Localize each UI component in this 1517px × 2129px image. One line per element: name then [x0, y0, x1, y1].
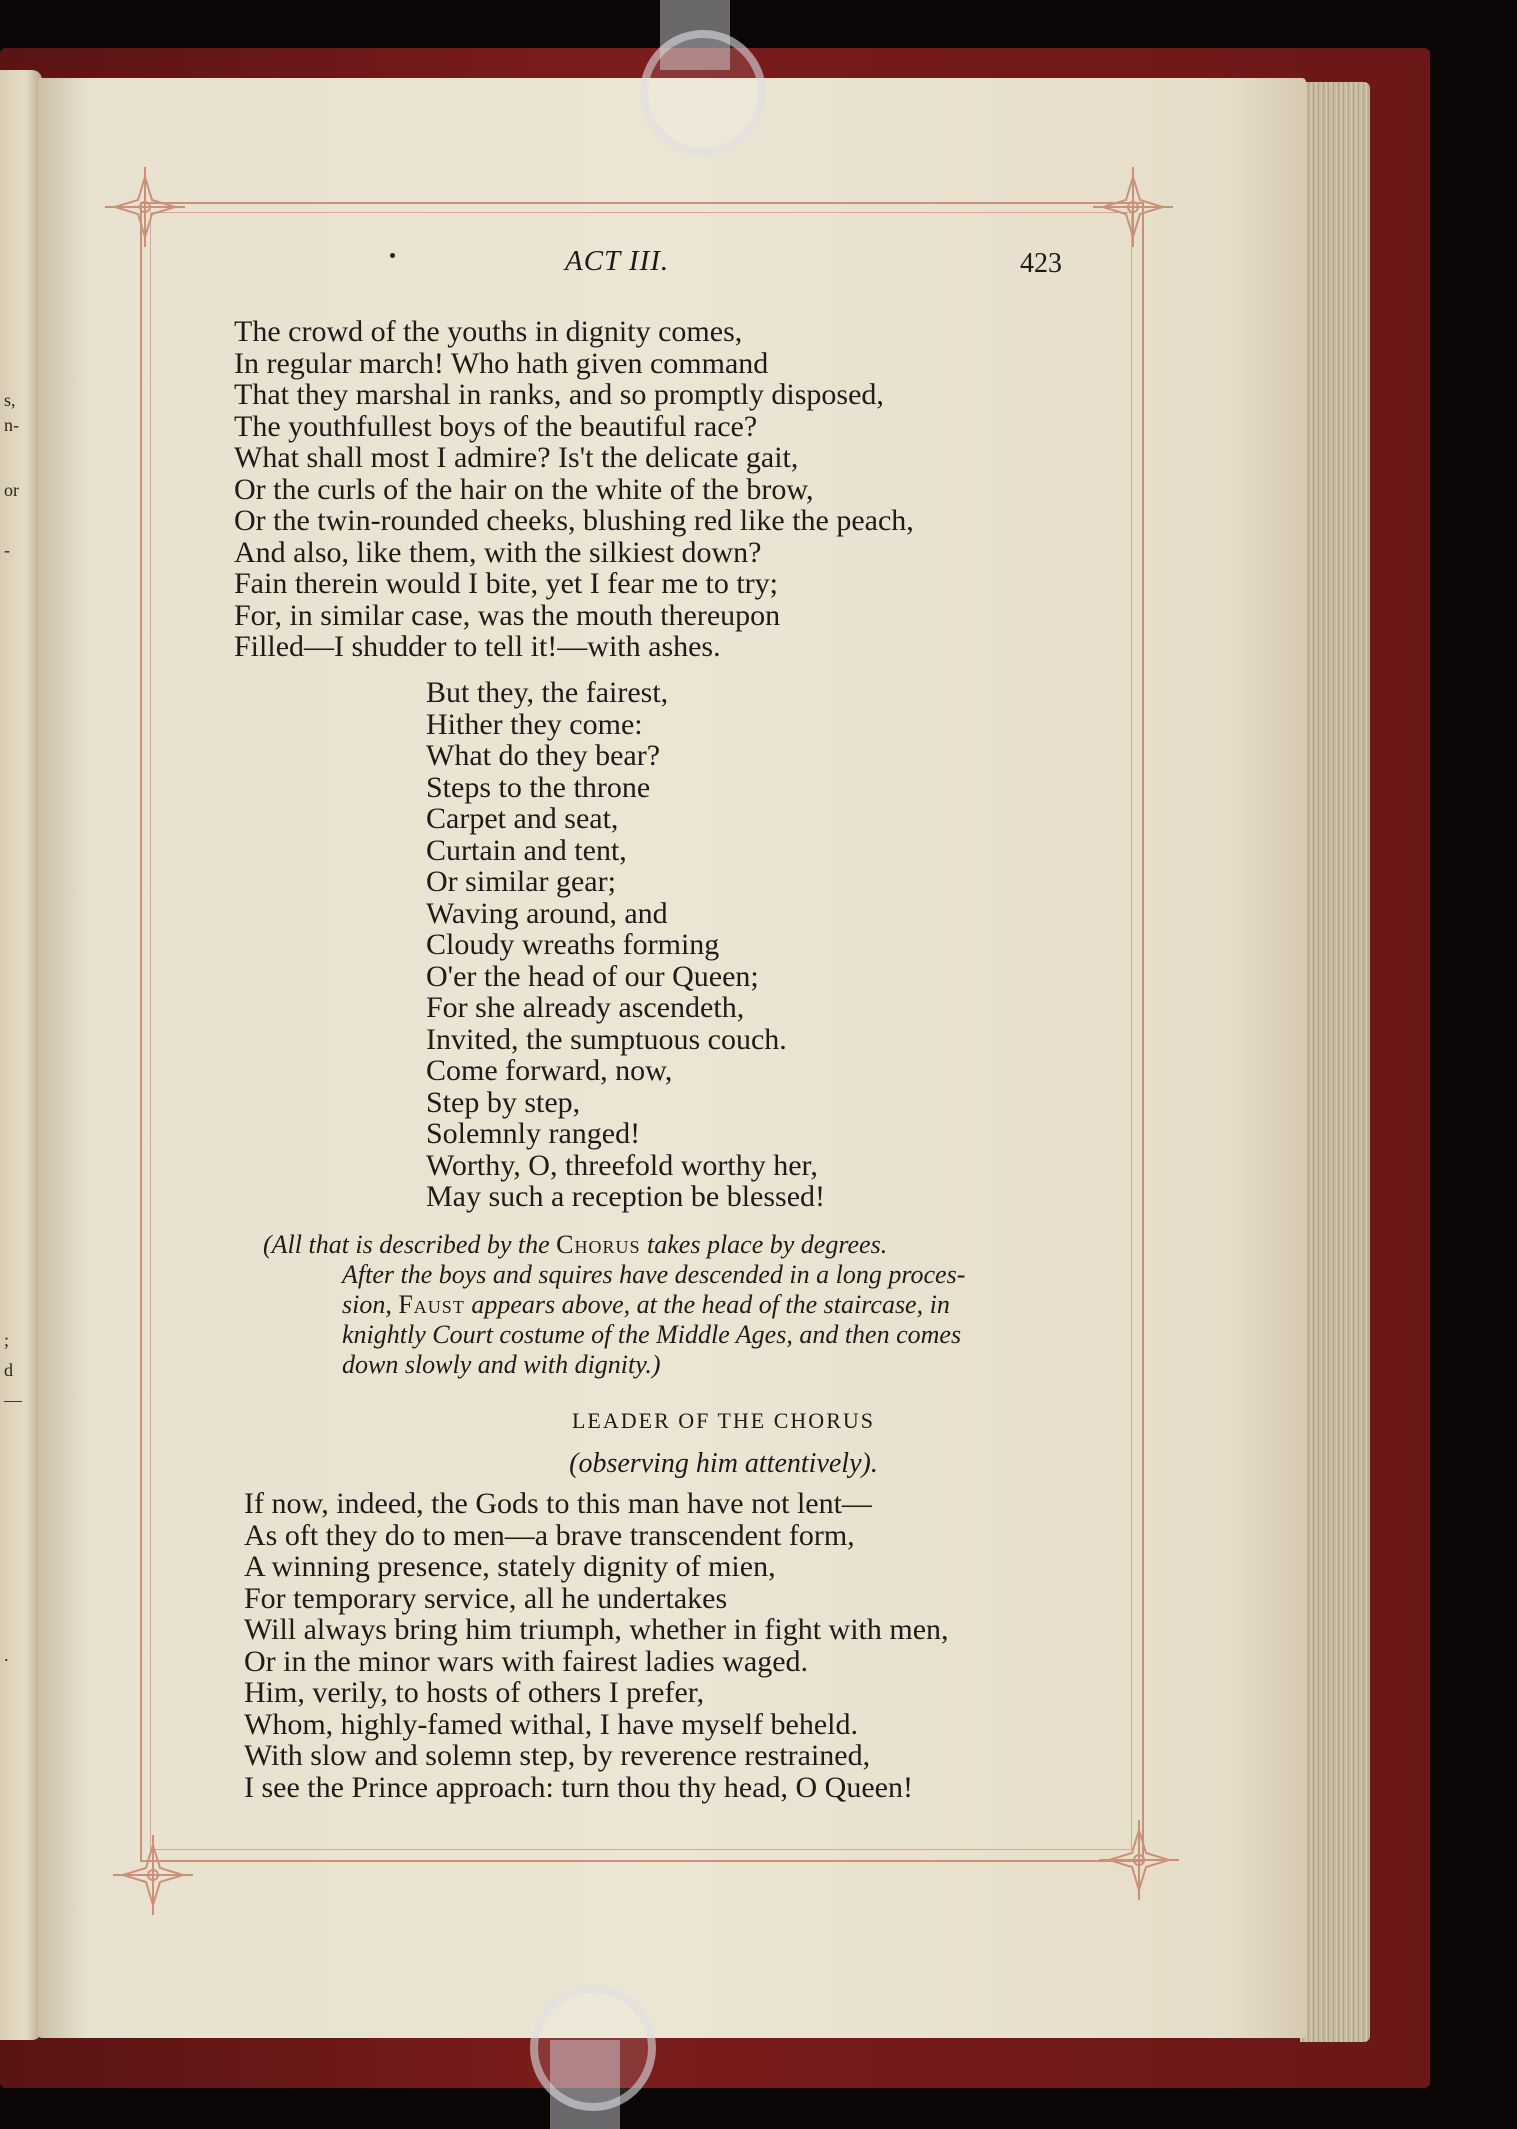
stage-text: down slowly and with dignity.): [342, 1350, 661, 1379]
edge-fragment: n-: [4, 415, 19, 435]
running-header: [0, 245, 1517, 285]
verse-line: What do they bear?: [426, 739, 661, 772]
verse-line: For temporary service, all he undertakes: [244, 1581, 728, 1615]
verse-line: Invited, the sumptuous couch.: [426, 1022, 787, 1056]
verse-line: And also, like them, with the silkiest down?: [234, 535, 762, 569]
stanza-1: [234, 316, 914, 663]
stage-text: sion,: [342, 1290, 392, 1319]
verse-line: As oft they do to men—a brave transcendent form,: [244, 1518, 855, 1552]
verse-line: Or the twin-rounded cheeks, blushing red like the peach,: [234, 504, 914, 537]
verse-line: O'er the head of our Queen;: [426, 959, 759, 993]
verse-line: Or similar gear;: [426, 865, 616, 898]
verse-line: For, in similar case, was the mouth thereupon: [234, 598, 781, 632]
clip-strip-bottom: [550, 2040, 620, 2129]
stage-text: After the boys and squires have descended in a long proces-: [342, 1260, 966, 1289]
page-clip-top: [640, 30, 766, 156]
edge-fragment: d: [4, 1360, 13, 1380]
verse-line: Will always bring him triumph, whether in fight with men,: [244, 1613, 949, 1646]
verse-line: A winning presence, stately dignity of mien,: [244, 1550, 776, 1583]
stage-text: takes place by degrees.: [647, 1230, 888, 1259]
act-title: ACT III.: [565, 245, 670, 277]
verse-line: Cloudy wreaths forming: [426, 928, 720, 961]
verse-line: For she already ascendeth,: [426, 991, 745, 1024]
verse-line: Fain therein would I bite, yet I fear me to try;: [234, 567, 778, 600]
verse-line: Step by step,: [426, 1085, 581, 1119]
stage-text: (All that is described by the: [263, 1230, 550, 1259]
page-edges: [1300, 82, 1370, 2042]
verse-line: Whom, highly-famed withal, I have myself beheld.: [244, 1707, 858, 1741]
verse-line: Him, verily, to hosts of others I prefer,: [244, 1676, 705, 1709]
left-page-edge: [0, 70, 42, 2040]
verse-line: Steps to the throne: [426, 770, 651, 804]
stage-text: knightly Court costume of the Middle Ages, and then comes: [342, 1320, 962, 1349]
verse-line: What shall most I admire? Is't the delicate gait,: [234, 441, 799, 474]
corner-ornament-icon: [1094, 1815, 1184, 1905]
stage-direction: [265, 1230, 1095, 1380]
edge-fragment: or: [4, 480, 19, 500]
corner-ornament-icon: [108, 1830, 198, 1920]
corner-ornament-icon: [100, 162, 190, 252]
verse-line: Solemnly ranged!: [426, 1117, 641, 1150]
verse-line: Curtain and tent,: [426, 833, 627, 867]
speaker-name: LEADER OF THE CHORUS: [571, 1408, 875, 1433]
verse-line: If now, indeed, the Gods to this man have not lent—: [244, 1487, 872, 1520]
stage-chorus: Chorus: [556, 1230, 641, 1259]
verse-line: In regular march! Who hath given command: [234, 346, 769, 380]
verse-line: The youthfullest boys of the beautiful race?: [234, 409, 758, 443]
stanza-2: [426, 677, 825, 1213]
verse-line: Worthy, O, threefold worthy her,: [426, 1148, 818, 1182]
verse-line: Or the curls of the hair on the white of the brow,: [234, 472, 814, 506]
verse-line: Carpet and seat,: [426, 802, 619, 835]
verse-line: Come forward, now,: [426, 1054, 673, 1087]
edge-fragment: .: [4, 1645, 9, 1665]
stage-text: appears above, at the head of the staircase, in: [471, 1290, 950, 1319]
verse-line: Waving around, and: [426, 896, 668, 930]
verse-line: May such a reception be blessed!: [426, 1180, 826, 1213]
header-dot: [390, 253, 395, 258]
verse-line: That they marshal in ranks, and so promptly disposed,: [234, 378, 884, 411]
stage-faust: Faust: [398, 1290, 465, 1319]
edge-fragment: -: [4, 540, 10, 560]
edge-fragment: ;: [4, 1330, 10, 1350]
verse-line: I see the Prince approach: turn thou thy head, O Queen!: [244, 1770, 913, 1804]
verse-line: Filled—I shudder to tell it!—with ashes.: [234, 630, 721, 663]
speaker-direction: (observing him attentively).: [569, 1448, 878, 1479]
verse-line: Hither they come:: [426, 707, 643, 741]
verse-line: Or in the minor wars with fairest ladies waged.: [244, 1644, 809, 1678]
edge-fragment: s,: [4, 390, 16, 410]
corner-ornament-icon: [1088, 162, 1178, 252]
stanza-3: [244, 1488, 949, 1803]
verse-line: But they, the fairest,: [426, 676, 669, 709]
page-number: 423: [1020, 248, 1062, 279]
edge-fragment: —: [4, 1390, 22, 1410]
verse-line: With slow and solemn step, by reverence restrained,: [244, 1739, 871, 1772]
verse-line: The crowd of the youths in dignity comes,: [234, 315, 743, 348]
